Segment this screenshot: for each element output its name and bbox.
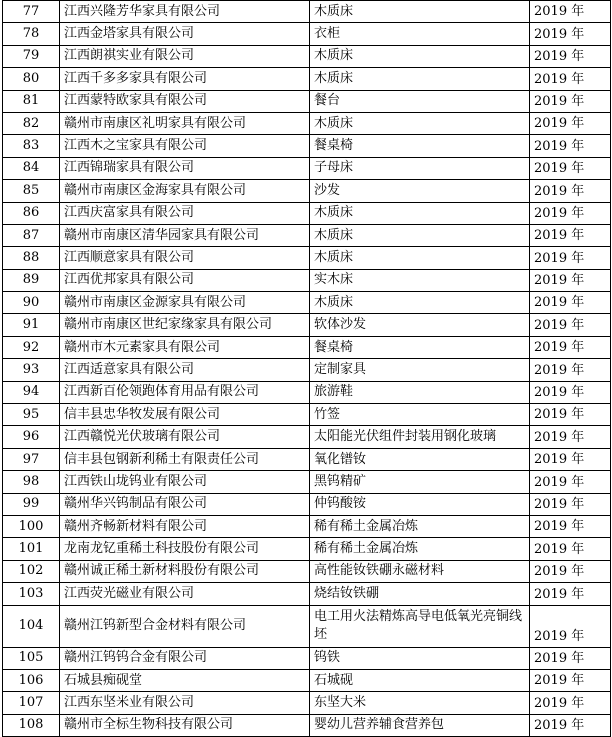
product-name-cell: 定制家具 [310, 359, 530, 381]
product-name-cell: 木质床 [310, 45, 530, 67]
year-cell: 2019 年 [530, 538, 611, 560]
year-cell: 2019 年 [530, 202, 611, 224]
row-number-cell: 91 [3, 314, 60, 336]
product-name-cell: 木质床 [310, 247, 530, 269]
product-name-cell: 竹签 [310, 404, 530, 426]
year-cell: 2019 年 [530, 471, 611, 493]
year-cell: 2019 年 [530, 68, 611, 90]
row-number-cell: 94 [3, 381, 60, 403]
product-name-cell: 衣柜 [310, 23, 530, 45]
table-row [3, 336, 611, 358]
product-name-cell: 电工用火法精炼高导电低氧光亮铜线坯 [310, 605, 530, 647]
product-name-cell: 旅游鞋 [310, 381, 530, 403]
table-row [3, 605, 611, 647]
year-cell: 2019 年 [530, 45, 611, 67]
row-number-cell: 90 [3, 292, 60, 314]
product-name-cell: 婴幼儿营养辅食营养包 [310, 714, 530, 736]
product-name-cell: 太阳能光伏组件封装用钢化玻璃 [310, 426, 530, 448]
product-name-cell: 软体沙发 [310, 314, 530, 336]
product-name-cell: 木质床 [310, 1, 530, 23]
table-row [3, 714, 611, 736]
table-row [3, 404, 611, 426]
row-number-cell: 105 [3, 647, 60, 669]
year-cell: 2019 年 [530, 647, 611, 669]
company-name-cell: 赣州华兴钨制品有限公司 [60, 493, 310, 515]
product-name-cell: 氧化镨钕 [310, 448, 530, 470]
row-number-cell: 83 [3, 135, 60, 157]
row-number-cell: 100 [3, 515, 60, 537]
product-name-cell: 餐台 [310, 90, 530, 112]
year-cell: 2019 年 [530, 692, 611, 714]
row-number-cell: 77 [3, 1, 60, 23]
year-cell: 2019 年 [530, 269, 611, 291]
company-name-cell: 赣州市南康区金源家具有限公司 [60, 292, 310, 314]
year-cell: 2019 年 [530, 515, 611, 537]
product-name-cell: 餐桌椅 [310, 336, 530, 358]
year-cell: 2019 年 [530, 583, 611, 605]
row-number-cell: 89 [3, 269, 60, 291]
year-cell: 2019 年 [530, 135, 611, 157]
product-name-cell: 稀有稀土金属冶炼 [310, 538, 530, 560]
row-number-cell: 98 [3, 471, 60, 493]
row-number-cell: 84 [3, 157, 60, 179]
company-name-cell: 江西铁山垅钨业有限公司 [60, 471, 310, 493]
product-name-cell: 高性能钕铁硼永磁材料 [310, 560, 530, 582]
table-row [3, 68, 611, 90]
product-name-cell: 木质床 [310, 68, 530, 90]
table-row [3, 269, 611, 291]
company-name-cell: 信丰县包钢新利稀土有限责任公司 [60, 448, 310, 470]
year-cell: 2019 年 [530, 314, 611, 336]
year-cell: 2019 年 [530, 224, 611, 246]
company-name-cell: 赣州齐畅新材料有限公司 [60, 515, 310, 537]
product-name-cell: 石城砚 [310, 669, 530, 691]
product-name-cell: 木质床 [310, 112, 530, 134]
row-number-cell: 96 [3, 426, 60, 448]
company-name-cell: 江西庆富家具有限公司 [60, 202, 310, 224]
company-name-cell: 江西金塔家具有限公司 [60, 23, 310, 45]
product-name-cell: 仲钨酸铵 [310, 493, 530, 515]
table-row [3, 23, 611, 45]
year-cell: 2019 年 [530, 292, 611, 314]
row-number-cell: 88 [3, 247, 60, 269]
product-name-cell: 餐桌椅 [310, 135, 530, 157]
row-number-cell: 86 [3, 202, 60, 224]
table-row [3, 647, 611, 669]
company-name-cell: 江西木之宝家具有限公司 [60, 135, 310, 157]
table-row [3, 583, 611, 605]
company-name-cell: 赣州市南康区礼明家具有限公司 [60, 112, 310, 134]
company-name-cell: 江西赣悦光伏玻璃有限公司 [60, 426, 310, 448]
company-name-cell: 赣州诚正稀土新材料股份有限公司 [60, 560, 310, 582]
year-cell: 2019 年 [530, 157, 611, 179]
table-row [3, 135, 611, 157]
row-number-cell: 95 [3, 404, 60, 426]
company-name-cell: 赣州市南康区世纪家缘家具有限公司 [60, 314, 310, 336]
table-row [3, 538, 611, 560]
table-row [3, 314, 611, 336]
table-row [3, 493, 611, 515]
year-cell: 2019 年 [530, 381, 611, 403]
row-number-cell: 101 [3, 538, 60, 560]
year-cell: 2019 年 [530, 23, 611, 45]
company-name-cell: 江西千多多家具有限公司 [60, 68, 310, 90]
row-number-cell: 108 [3, 714, 60, 736]
row-number-cell: 107 [3, 692, 60, 714]
company-name-cell: 江西适意家具有限公司 [60, 359, 310, 381]
year-cell: 2019 年 [530, 714, 611, 736]
table-row [3, 426, 611, 448]
row-number-cell: 80 [3, 68, 60, 90]
product-name-cell: 东坚大米 [310, 692, 530, 714]
year-cell: 2019 年 [530, 560, 611, 582]
table-row [3, 247, 611, 269]
product-name-cell: 稀有稀土金属冶炼 [310, 515, 530, 537]
table-row [3, 112, 611, 134]
year-cell: 2019 年 [530, 605, 611, 647]
company-name-cell: 赣州江钨新型合金材料有限公司 [60, 605, 310, 647]
product-name-cell: 子母床 [310, 157, 530, 179]
table-row [3, 381, 611, 403]
table-row [3, 157, 611, 179]
company-name-cell: 江西兴隆芳华家具有限公司 [60, 1, 310, 23]
product-name-cell: 实木床 [310, 269, 530, 291]
enterprise-product-table [2, 0, 611, 737]
company-name-cell: 江西锦瑞家具有限公司 [60, 157, 310, 179]
year-cell: 2019 年 [530, 404, 611, 426]
year-cell: 2019 年 [530, 426, 611, 448]
product-name-cell: 木质床 [310, 292, 530, 314]
table-row [3, 180, 611, 202]
table-row [3, 669, 611, 691]
product-name-cell: 黑钨精矿 [310, 471, 530, 493]
row-number-cell: 106 [3, 669, 60, 691]
product-name-cell: 木质床 [310, 224, 530, 246]
company-name-cell: 信丰县忠华牧发展有限公司 [60, 404, 310, 426]
row-number-cell: 103 [3, 583, 60, 605]
company-name-cell: 赣州江钨钨合金有限公司 [60, 647, 310, 669]
company-name-cell: 江西朗祺实业有限公司 [60, 45, 310, 67]
company-name-cell: 赣州市木元素家具有限公司 [60, 336, 310, 358]
row-number-cell: 79 [3, 45, 60, 67]
row-number-cell: 97 [3, 448, 60, 470]
company-name-cell: 赣州市全标生物科技有限公司 [60, 714, 310, 736]
company-name-cell: 赣州市南康区清华园家具有限公司 [60, 224, 310, 246]
row-number-cell: 87 [3, 224, 60, 246]
table-row [3, 45, 611, 67]
table-row [3, 224, 611, 246]
product-name-cell: 沙发 [310, 180, 530, 202]
row-number-cell: 92 [3, 336, 60, 358]
table-row [3, 471, 611, 493]
row-number-cell: 82 [3, 112, 60, 134]
row-number-cell: 104 [3, 605, 60, 647]
company-name-cell: 石城县痴砚堂 [60, 669, 310, 691]
year-cell: 2019 年 [530, 90, 611, 112]
product-name-cell: 烧结钕铁硼 [310, 583, 530, 605]
company-name-cell: 龙南龙钇重稀土科技股份有限公司 [60, 538, 310, 560]
year-cell: 2019 年 [530, 1, 611, 23]
table-body [3, 1, 611, 737]
table-row [3, 560, 611, 582]
table-row [3, 292, 611, 314]
company-name-cell: 江西荧光磁业有限公司 [60, 583, 310, 605]
table-row [3, 515, 611, 537]
company-name-cell: 江西新百伦领跑体育用品有限公司 [60, 381, 310, 403]
table-row [3, 692, 611, 714]
table-row [3, 1, 611, 23]
row-number-cell: 78 [3, 23, 60, 45]
year-cell: 2019 年 [530, 359, 611, 381]
company-name-cell: 江西优邦家具有限公司 [60, 269, 310, 291]
product-name-cell: 钨铁 [310, 647, 530, 669]
row-number-cell: 99 [3, 493, 60, 515]
year-cell: 2019 年 [530, 247, 611, 269]
table-row [3, 448, 611, 470]
year-cell: 2019 年 [530, 112, 611, 134]
table-row [3, 359, 611, 381]
year-cell: 2019 年 [530, 336, 611, 358]
company-name-cell: 江西蒙特欧家具有限公司 [60, 90, 310, 112]
year-cell: 2019 年 [530, 448, 611, 470]
table-row [3, 202, 611, 224]
company-name-cell: 江西顺意家具有限公司 [60, 247, 310, 269]
row-number-cell: 102 [3, 560, 60, 582]
product-name-cell: 木质床 [310, 202, 530, 224]
row-number-cell: 93 [3, 359, 60, 381]
year-cell: 2019 年 [530, 493, 611, 515]
year-cell: 2019 年 [530, 180, 611, 202]
year-cell: 2019 年 [530, 669, 611, 691]
company-name-cell: 江西东坚米业有限公司 [60, 692, 310, 714]
table-row [3, 90, 611, 112]
company-name-cell: 赣州市南康区金海家具有限公司 [60, 180, 310, 202]
row-number-cell: 85 [3, 180, 60, 202]
row-number-cell: 81 [3, 90, 60, 112]
